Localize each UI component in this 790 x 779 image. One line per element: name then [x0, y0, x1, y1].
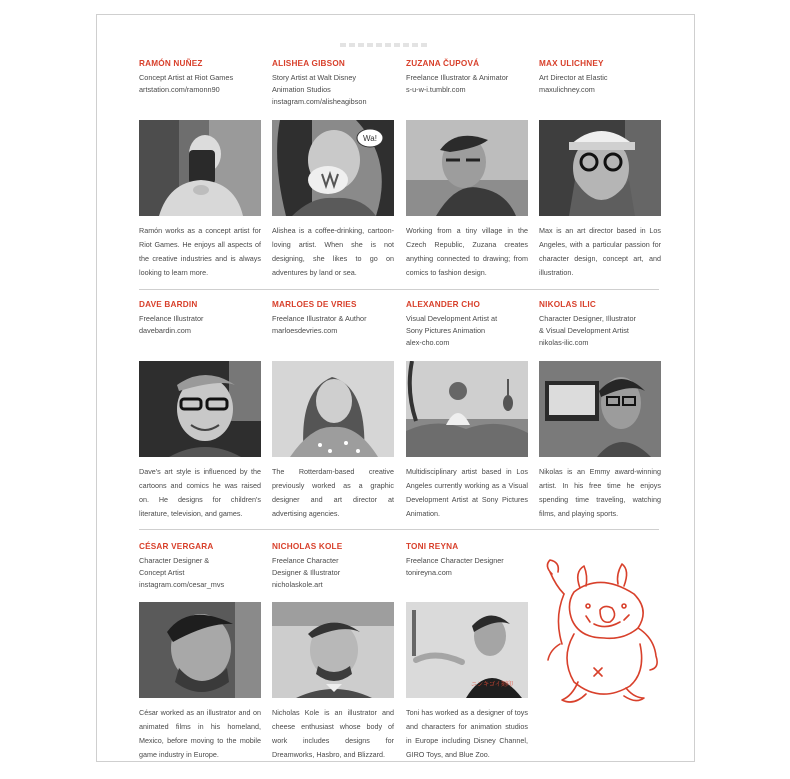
artist-photo: [539, 120, 661, 216]
artist-bio: Alishea is a coffee-drinking, cartoon-loving artist. When she is not designing, she likes to go on adventures by land or sea.: [272, 226, 394, 277]
artist-bio: Toni has worked as a designer of toys and characters for animation studios in Europe including Disney Channel, GIRO Toys, and Blue Zoo.: [406, 708, 528, 759]
artist-bio: César worked as an illustrator and on animated films in his homeland, Mexico, before moving to the mobile game industry in Europe.: [139, 708, 261, 759]
artist-photo: [139, 120, 261, 216]
artist-name: CÉSAR VERGARA: [139, 542, 214, 551]
artist-header: [539, 299, 661, 350]
page-top-mark: [340, 43, 428, 47]
artist-header: [406, 58, 528, 96]
artist-link[interactable]: nikolas-ilic.com: [539, 338, 589, 348]
artist-link[interactable]: davebardin.com: [139, 326, 191, 336]
artist-header: [139, 299, 261, 337]
artist-name: MARLOES DE VRIES: [272, 300, 357, 309]
artist-link[interactable]: maxulichney.com: [539, 85, 595, 95]
artist-name: DAVE BARDIN: [139, 300, 198, 309]
artist-name: RAMÓN NUÑEZ: [139, 59, 203, 68]
artist-header: [139, 541, 261, 592]
artist-photo: [139, 361, 261, 457]
artist-link[interactable]: artstation.com/ramonn90: [139, 85, 220, 95]
artist-role: Freelance Illustrator & Animator: [406, 73, 509, 82]
artist-link[interactable]: instagram.com/alisheagibson: [272, 97, 367, 107]
artist-bio: Max is an art director based in Los Angeles, with a particular passion for character design, concept art, and illustration.: [539, 226, 661, 277]
artist-photo: [539, 361, 661, 457]
artist-name: ZUZANA ČUPOVÁ: [406, 59, 480, 68]
artist-bio: Dave's art style is influenced by the cartoons and comics he was raised on. He designs for children's literature, television, and games.: [139, 467, 261, 518]
artist-name: ALISHEA GIBSON: [272, 59, 346, 68]
artist-photo: [406, 120, 528, 216]
artist-name: ALEXANDER CHO: [406, 300, 481, 309]
artist-bio: Multidisciplinary artist based in Los Angeles currently working as a Visual Development Artist at Sony Pictures Animation.: [406, 467, 528, 518]
artist-role: Art Director at Elastic: [539, 73, 608, 82]
artist-link[interactable]: nicholaskole.art: [272, 580, 323, 590]
artist-bio: Nicholas Kole is an illustrator and cheese enthusiast whose body of work includes designs for Dreamworks, Hasbro, and Blizzard.: [272, 708, 394, 759]
artist-header: [272, 299, 394, 337]
artist-role-cont: Animation Studios: [272, 85, 331, 95]
artist-role: Concept Artist at Riot Games: [139, 73, 234, 82]
artist-photo: [406, 361, 528, 457]
artist-link[interactable]: s-u-w-i.tumblr.com: [406, 85, 466, 95]
row-divider: [139, 529, 659, 530]
artist-bio: Ramón works as a concept artist for Riot Games. He enjoys all aspects of the creative industries and is always looking to learn more.: [139, 226, 261, 277]
artist-link[interactable]: tonireyna.com: [406, 568, 452, 578]
artist-photo: [272, 602, 394, 698]
row-divider: [139, 289, 659, 290]
artist-role: Character Designer &: [139, 556, 210, 565]
artist-photo: [139, 602, 261, 698]
artist-role: Story Artist at Walt Disney: [272, 73, 357, 82]
artist-role: Freelance Illustrator & Author: [272, 314, 367, 323]
boar-mascot-illustration: [534, 558, 670, 713]
artist-header: [272, 58, 394, 109]
artist-photo: [272, 361, 394, 457]
artist-header: [406, 541, 528, 579]
artist-photo: [406, 602, 528, 698]
artist-role-cont: & Visual Development Artist: [539, 326, 629, 336]
artist-bio: The Rotterdam-based creative previously worked as a graphic designer and art director at advertising agencies.: [272, 467, 394, 518]
artist-bio: Nikolas is an Emmy award-winning artist. In his free time he enjoys spending time traveling, watching films, and playing sports.: [539, 467, 661, 518]
artist-role-cont: Concept Artist: [139, 568, 185, 578]
shirt-print-text: ニンキゴイ刻印: [471, 681, 513, 688]
artist-role-cont: Designer & Illustrator: [272, 568, 341, 578]
artist-link[interactable]: marloesdevries.com: [272, 326, 338, 336]
artist-name: MAX ULICHNEY: [539, 59, 604, 68]
speech-bubble-text: Wa!: [363, 134, 377, 143]
artist-link[interactable]: instagram.com/cesar_mvs: [139, 580, 225, 590]
artist-role: Freelance Character Designer: [406, 556, 504, 565]
artist-name: NIKOLAS ILIC: [539, 300, 596, 309]
artist-role: Freelance Character: [272, 556, 339, 565]
artist-header: [139, 58, 261, 96]
artist-bio: Working from a tiny village in the Czech Republic, Zuzana creates anything connected to drawing; from comics to fashion design.: [406, 226, 528, 277]
artist-role-cont: Sony Pictures Animation: [406, 326, 486, 336]
artist-header: [406, 299, 528, 350]
artist-name: TONI REYNA: [406, 542, 459, 551]
artist-role: Character Designer, Illustrator: [539, 314, 636, 323]
artist-photo: [272, 120, 394, 216]
artist-header: [539, 58, 661, 96]
artist-role: Visual Development Artist at: [406, 314, 498, 323]
artist-name: NICHOLAS KOLE: [272, 542, 343, 551]
artist-link[interactable]: alex-cho.com: [406, 338, 450, 348]
artist-header: [272, 541, 394, 592]
artist-role: Freelance Illustrator: [139, 314, 204, 323]
